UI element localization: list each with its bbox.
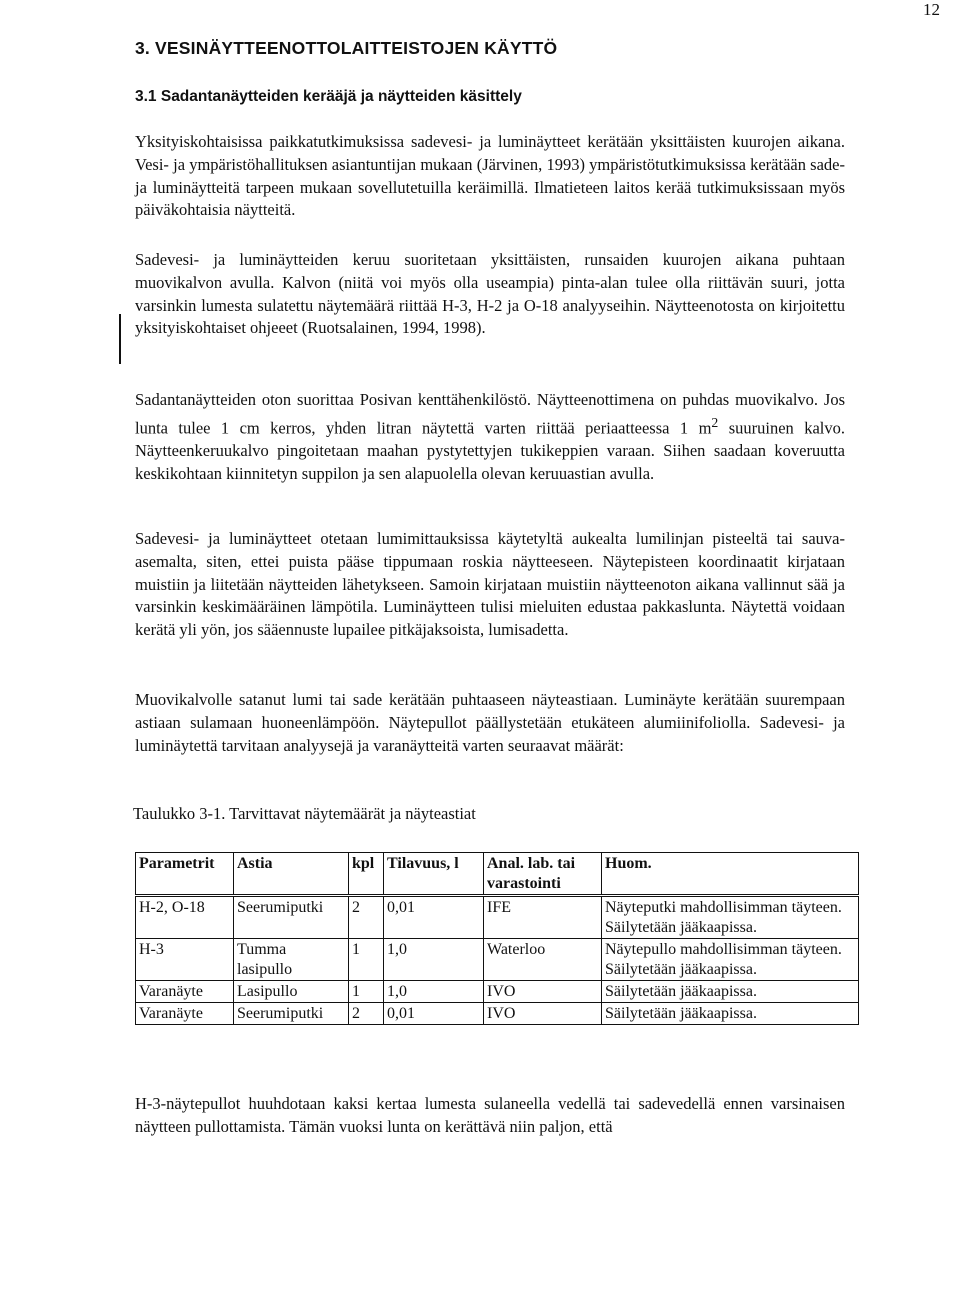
table-cell: Seerumiputki bbox=[234, 896, 349, 939]
table-header-cell: Parametrit bbox=[136, 853, 234, 896]
table-cell: 0,01 bbox=[384, 1003, 484, 1025]
table-cell: Lasipullo bbox=[234, 981, 349, 1003]
paragraph-sampling bbox=[135, 389, 845, 486]
table-cell: Varanäyte bbox=[136, 981, 234, 1003]
chapter-heading: 3. VESINÄYTTEENOTTOLAITTEISTOJEN KÄYTTÖ bbox=[135, 38, 558, 58]
revision-bar bbox=[119, 314, 121, 364]
table-cell: Säilytetään jääkaapissa. bbox=[602, 981, 859, 1003]
table-cell: 1 bbox=[349, 939, 384, 981]
table-cell: Varanäyte bbox=[136, 1003, 234, 1025]
table-cell: Näytepullo mahdollisimman täyteen. Säilytetään jääkaapissa. bbox=[602, 939, 859, 981]
table-row bbox=[136, 1003, 859, 1025]
table-cell: 2 bbox=[349, 1003, 384, 1025]
table-cell: 1,0 bbox=[384, 939, 484, 981]
table-row bbox=[136, 981, 859, 1003]
table-cell: H-3 bbox=[136, 939, 234, 981]
paragraph-containers: Muovikalvolle satanut lumi tai sade kerätään puhtaaseen näyteastiaan. Luminäyte kerätään suurempaan astiaan sulamaan huoneenlämpöön. Näytepullot päällystetään etukäteen alumiinifoliolla. Sadevesi- ja luminäytettä tarvitaan analyysejä ja varanäytteitä varten seuraavat määrät: bbox=[135, 690, 845, 755]
table-cell: IFE bbox=[484, 896, 602, 939]
table-header-cell: Anal. lab. tai varastointi bbox=[484, 853, 602, 896]
sample-volume-table bbox=[135, 852, 859, 1025]
paragraph-rinsing: H-3-näytepullot huuhdotaan kaksi kertaa lumesta sulaneella vedellä tai sadevedellä ennen varsinaisen näytteen pullottamista. Tämän vuoksi lunta on kerättävä niin paljon, että bbox=[135, 1094, 845, 1136]
paragraph-intro: Yksityiskohtaisissa paikkatutkimuksissa sadevesi- ja luminäytteet kerätään yksittäisten kuurojen aikana. Vesi- ja ympäristöhallituksen asiantuntijan mukaan (Järvinen, 1993) ympäristötutkimuksissa kerätään sade- ja luminäytteitä tarpeen mukaan sovellutetuilla keräimillä. Ilmatieteen laitos kerää tutkimuksissaan myös päiväkohtaisia näytteitä. bbox=[135, 132, 845, 220]
table-header-cell: Huom. bbox=[602, 853, 859, 896]
paragraph-location: Sadevesi- ja luminäytteet otetaan lumimittauksissa käytetyltä aukealta lumilinjan pisteeltä tai sauva-asemalta, siten, ettei puista pääse tippumaan roskia näytteeseen. Näytepisteen koordinaatit kirjataan muistiin ja liitetään näytteiden lähetykseen. Samoin kirjataan muistiin näytteenoton aikana vallinnut sää ja varsinkin keskimääräinen lämpötila. Luminäytteen tulisi mieluiten edustaa pakkaslunta. Näytettä voidaan kerätä yli yön, jos sääennuste lupailee pitkäjaksoista, lumisadetta. bbox=[135, 529, 845, 640]
table-cell: 2 bbox=[349, 896, 384, 939]
table-header-cell: Astia bbox=[234, 853, 349, 896]
table-cell: 1,0 bbox=[384, 981, 484, 1003]
table-cell: Tumma lasipullo bbox=[234, 939, 349, 981]
section-heading: 3.1 Sadantanäytteiden kerääjä ja näytteiden käsittely bbox=[135, 88, 522, 105]
table-cell: 0,01 bbox=[384, 896, 484, 939]
table-cell: Näyteputki mahdollisimman täyteen. Säilytetään jääkaapissa. bbox=[602, 896, 859, 939]
table-caption: Taulukko 3-1. Tarvittavat näytemäärät ja näyteastiat bbox=[133, 804, 476, 823]
table-row bbox=[136, 896, 859, 939]
table-cell: IVO bbox=[484, 981, 602, 1003]
table-cell: Seerumiputki bbox=[234, 1003, 349, 1025]
table-cell: IVO bbox=[484, 1003, 602, 1025]
page-number: 12 bbox=[923, 0, 940, 19]
table-cell: Säilytetään jääkaapissa. bbox=[602, 1003, 859, 1025]
table-cell: 1 bbox=[349, 981, 384, 1003]
paragraph-sampling-part2: suuruinen kalvo. Näytteenkeruukalvo pingoitetaan maahan pystytettyjen tukikeppien varaan. Siihen saadaan koveruutta keskikohtaan kiinnitetyn suppilon ja sen alapuolella olevan keruuastian avulla. bbox=[135, 418, 845, 483]
table-cell: Waterloo bbox=[484, 939, 602, 981]
table-header-cell: kpl bbox=[349, 853, 384, 896]
paragraph-sampling-part1: Sadantanäytteiden oton suorittaa Posivan kenttähenkilöstö. Näytteenottimena on puhdas muovikalvo. Jos lunta tulee 1 cm kerros, yhden litran näytettä varten riittää periaatteessa 1 m bbox=[135, 390, 845, 438]
table-header-row bbox=[136, 853, 859, 896]
paragraph-sampling-superscript: 2 bbox=[711, 414, 719, 430]
table-header-cell: Tilavuus, l bbox=[384, 853, 484, 896]
table-cell: H-2, O-18 bbox=[136, 896, 234, 939]
paragraph-collection: Sadevesi- ja luminäytteiden keruu suoritetaan yksittäisten, runsaiden kuurojen aikana puhtaan muovikalvon avulla. Kalvon (niitä voi myös olla useampia) pinta-alan tulee olla riittävän suuri, jotta varsinkin lumesta sulatettu näytemäärä riittää H-3, H-2 ja O-18 analyyseihin. Näytteenotosta on kirjoitettu yksityiskohtaiset ohjeeet (Ruotsalainen, 1994, 1998). bbox=[135, 250, 845, 338]
table-row bbox=[136, 939, 859, 981]
